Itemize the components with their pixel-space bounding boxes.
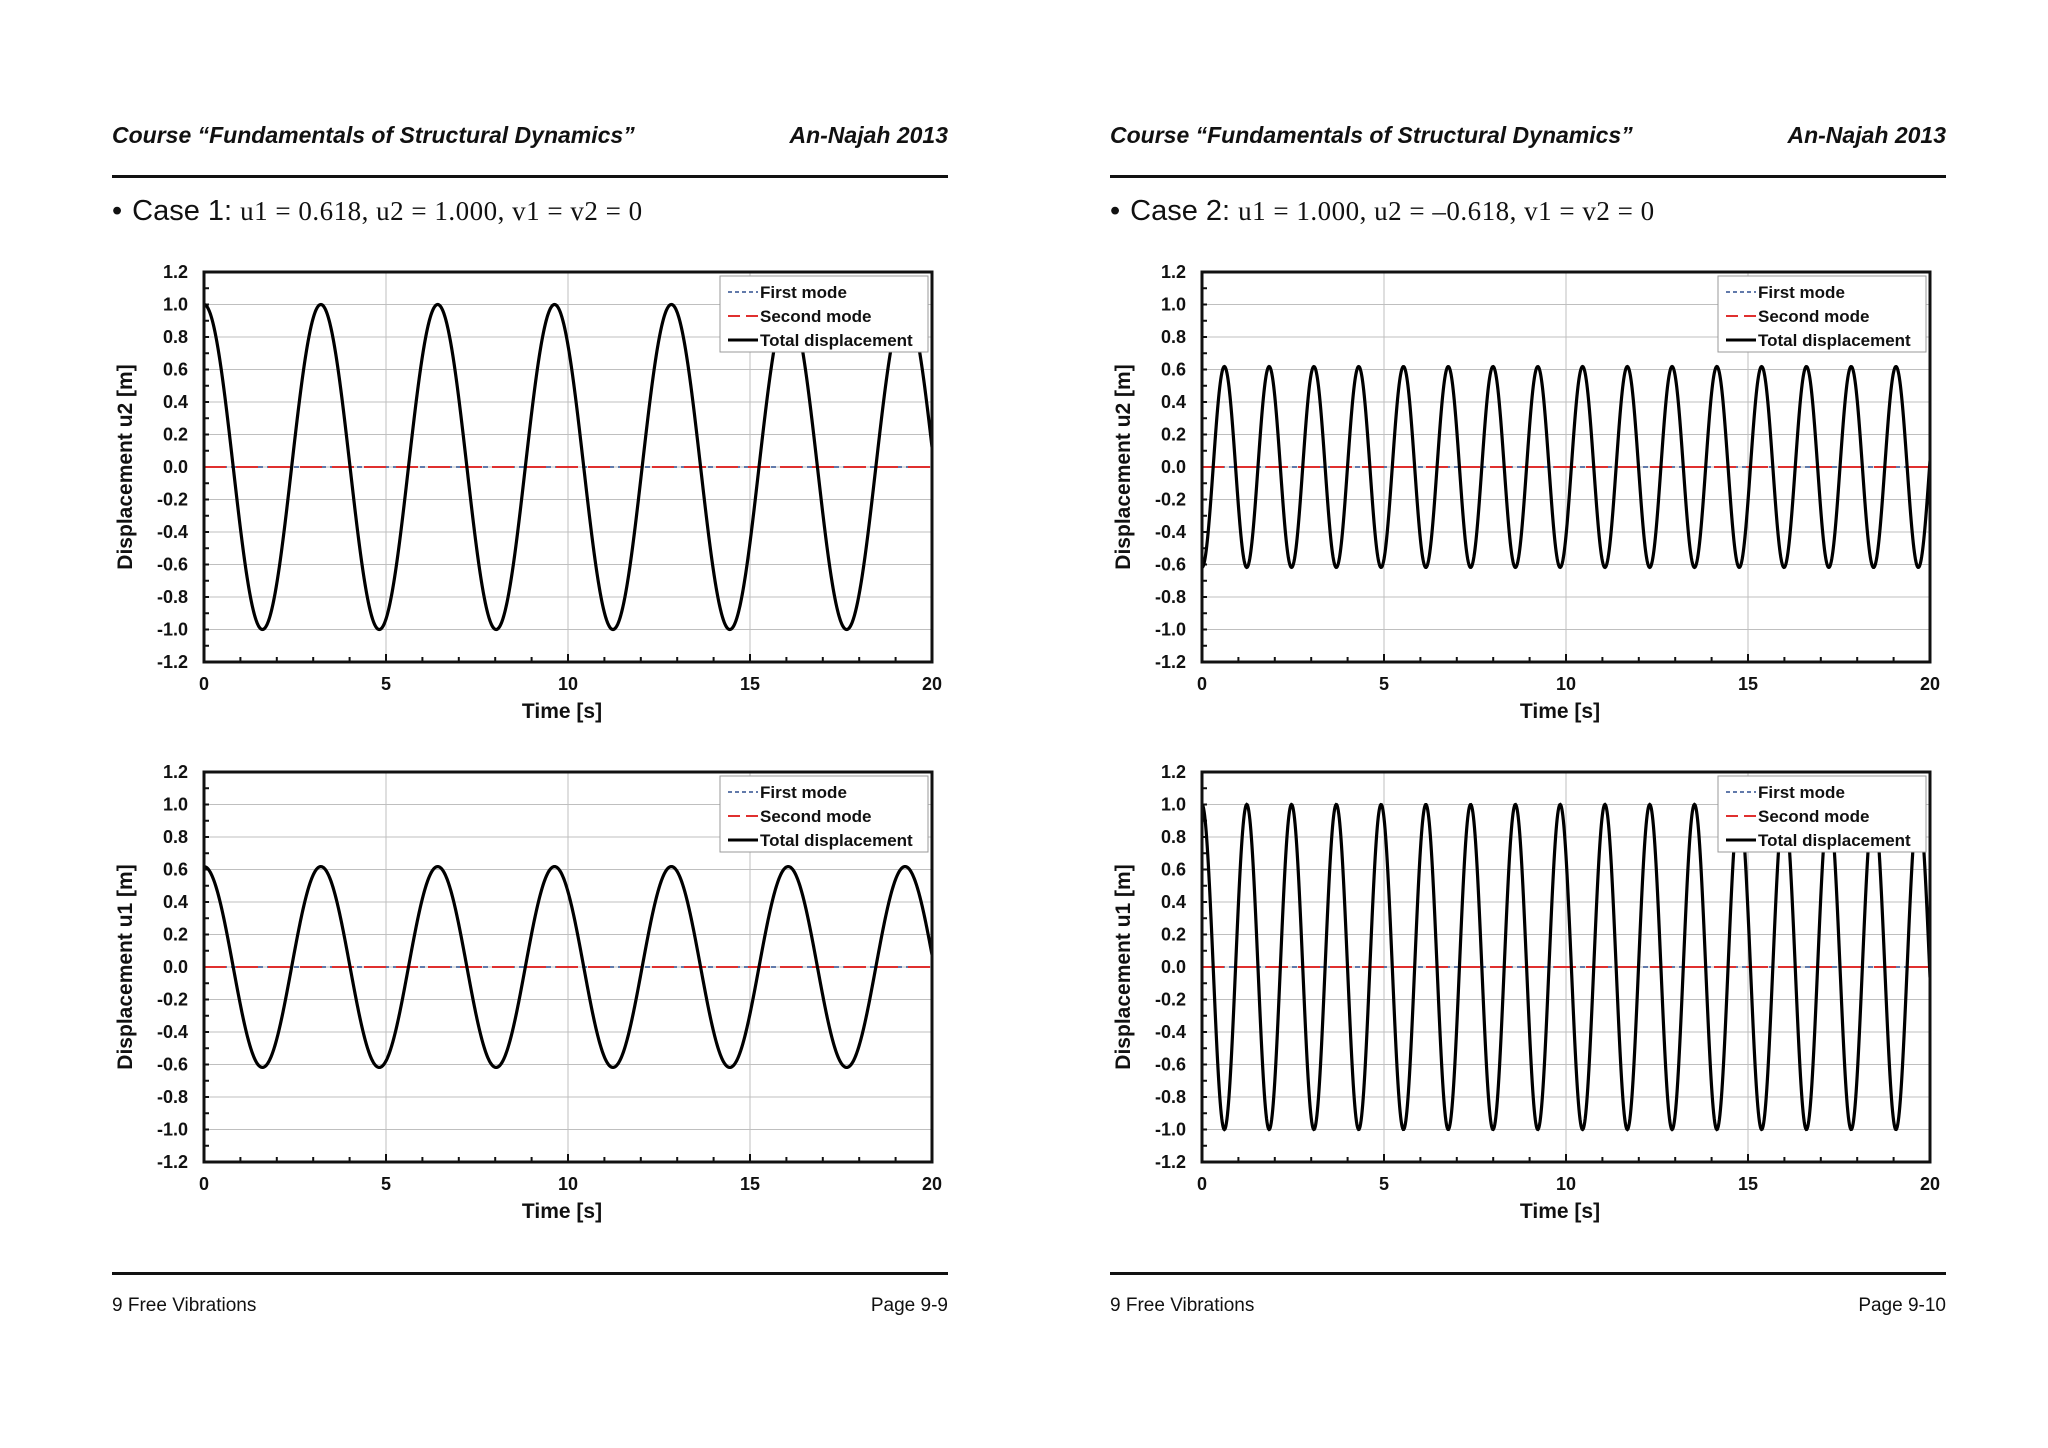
x-tick-label: 15 [1737,674,1759,694]
chart-case1-u2 [112,252,948,732]
legend-label: Total displacement [760,831,913,850]
y-tick-label: -0.4 [156,522,188,542]
y-tick-label: 0.4 [162,892,188,912]
case-equation: u1 = 1.000, u2 = –0.618, v1 = v2 = 0 [1238,196,1655,226]
y-tick-label: 0.2 [162,424,188,445]
page-header [1110,122,1946,158]
y-tick-label: -0.6 [1154,554,1186,575]
chart-svg [1110,752,1946,1232]
y-tick-label: 0.8 [1160,827,1186,847]
x-tick-label: 10 [557,674,579,694]
y-tick-label: -0.8 [156,1087,188,1107]
chart-legend [720,776,928,852]
legend-label: First mode [1758,283,1845,302]
footer-chapter: 9 Free Vibrations [112,1295,257,1316]
x-tick-label: 0 [198,674,210,694]
legend-label: Second mode [1758,307,1870,326]
x-axis-label: Time [s] [521,1200,603,1223]
chart-case2-u1 [1110,752,1946,1232]
case-heading [1110,195,1655,228]
y-axis-label: Displacement u1 [m] [1112,864,1135,1070]
x-tick-label: 5 [380,1174,392,1194]
header-rule [112,175,948,178]
bullet-icon: • [112,195,123,227]
x-tick-label: 10 [557,1174,579,1194]
legend-label: Total displacement [760,331,913,350]
page-left [112,0,1112,1448]
y-tick-label: 0.6 [1160,359,1186,380]
y-tick-label: -1.0 [156,1119,188,1140]
case-heading [112,195,643,228]
y-tick-label: 0.0 [1160,457,1186,477]
header-year: An-Najah 2013 [1787,122,1946,148]
legend-label: Second mode [760,307,872,326]
header-year: An-Najah 2013 [789,122,948,148]
y-tick-label: -0.8 [156,587,188,607]
x-tick-label: 5 [1378,1174,1390,1194]
y-axis-label: Displacement u1 [m] [114,864,137,1070]
y-tick-label: -0.2 [156,989,188,1010]
page-number: Page 9-9 [870,1295,948,1316]
y-tick-label: 0.8 [162,327,188,347]
y-tick-label: 0.2 [1160,424,1186,445]
case-equation: u1 = 0.618, u2 = 1.000, v1 = v2 = 0 [240,196,643,226]
y-tick-label: -1.0 [1154,1119,1186,1140]
y-tick-label: 1.2 [162,762,188,782]
y-tick-label: 1.0 [1160,794,1186,815]
y-axis-label: Displacement u2 [m] [1112,364,1135,570]
y-tick-label: -0.2 [156,489,188,510]
y-tick-label: 0.4 [1160,392,1186,412]
chart-svg [112,252,948,732]
chart-legend [720,276,928,352]
y-tick-label: -1.2 [1154,1152,1186,1172]
x-tick-label: 0 [1196,1174,1208,1194]
y-tick-label: 0.0 [162,457,188,477]
chart-case2-u2 [1110,252,1946,732]
x-axis-label: Time [s] [1519,700,1601,723]
x-tick-label: 20 [1919,674,1941,694]
y-tick-label: 0.6 [162,359,188,380]
y-tick-label: -0.8 [1154,587,1186,607]
x-tick-label: 20 [921,674,943,694]
y-tick-label: 0.6 [162,859,188,880]
y-tick-label: -1.2 [156,1152,188,1172]
chart-case1-u1 [112,752,948,1232]
x-axis-label: Time [s] [521,700,603,723]
y-tick-label: 0.4 [162,392,188,412]
chart-legend [1718,776,1926,852]
y-tick-label: -0.2 [1154,989,1186,1010]
x-tick-label: 20 [1919,1174,1941,1194]
x-tick-label: 10 [1555,1174,1577,1194]
legend-label: Total displacement [1758,331,1911,350]
y-tick-label: 1.0 [1160,294,1186,315]
y-tick-label: -0.6 [156,1054,188,1075]
y-tick-label: 1.0 [162,294,188,315]
x-tick-label: 15 [739,1174,761,1194]
y-tick-label: -0.6 [1154,1054,1186,1075]
y-tick-label: -1.2 [1154,652,1186,672]
legend-label: Second mode [1758,807,1870,826]
y-tick-label: 1.2 [162,262,188,282]
case-label: Case 2: [1130,195,1231,227]
x-tick-label: 0 [1196,674,1208,694]
x-tick-label: 15 [739,674,761,694]
y-tick-label: -0.8 [1154,1087,1186,1107]
y-tick-label: -1.0 [1154,619,1186,640]
y-tick-label: -0.4 [156,1022,188,1042]
legend-label: Second mode [760,807,872,826]
y-tick-label: 0.2 [1160,924,1186,945]
chart-svg [112,752,948,1232]
legend-label: First mode [760,283,847,302]
y-axis-label: Displacement u2 [m] [114,364,137,570]
x-axis-label: Time [s] [1519,1200,1601,1223]
header-rule [1110,175,1946,178]
page-right [1110,0,2048,1448]
legend-label: First mode [1758,783,1845,802]
chart-svg [1110,252,1946,732]
course-title: Course “Fundamentals of Structural Dynamics” [1110,122,1633,148]
bullet-icon: • [1110,195,1121,227]
y-tick-label: 0.4 [1160,892,1186,912]
y-tick-label: -0.4 [1154,522,1186,542]
y-tick-label: 0.2 [162,924,188,945]
y-tick-label: -1.2 [156,652,188,672]
footer-rule [112,1272,948,1275]
y-tick-label: -1.0 [156,619,188,640]
y-tick-label: 0.8 [162,827,188,847]
x-tick-label: 0 [198,1174,210,1194]
x-tick-label: 20 [921,1174,943,1194]
page-number: Page 9-10 [1858,1295,1946,1316]
y-tick-label: 1.0 [162,794,188,815]
x-tick-label: 10 [1555,674,1577,694]
y-tick-label: -0.6 [156,554,188,575]
case-label: Case 1: [132,195,233,227]
legend-label: First mode [760,783,847,802]
x-tick-label: 5 [1378,674,1390,694]
x-tick-label: 5 [380,674,392,694]
y-tick-label: -0.4 [1154,1022,1186,1042]
y-tick-label: 1.2 [1160,762,1186,782]
y-tick-label: 0.8 [1160,327,1186,347]
y-tick-label: 0.0 [162,957,188,977]
footer-rule [1110,1272,1946,1275]
y-tick-label: 1.2 [1160,262,1186,282]
footer-chapter: 9 Free Vibrations [1110,1295,1255,1316]
page-header [112,122,948,158]
legend-label: Total displacement [1758,831,1911,850]
x-tick-label: 15 [1737,1174,1759,1194]
chart-legend [1718,276,1926,352]
y-tick-label: 0.6 [1160,859,1186,880]
y-tick-label: -0.2 [1154,489,1186,510]
course-title: Course “Fundamentals of Structural Dynamics” [112,122,635,148]
y-tick-label: 0.0 [1160,957,1186,977]
